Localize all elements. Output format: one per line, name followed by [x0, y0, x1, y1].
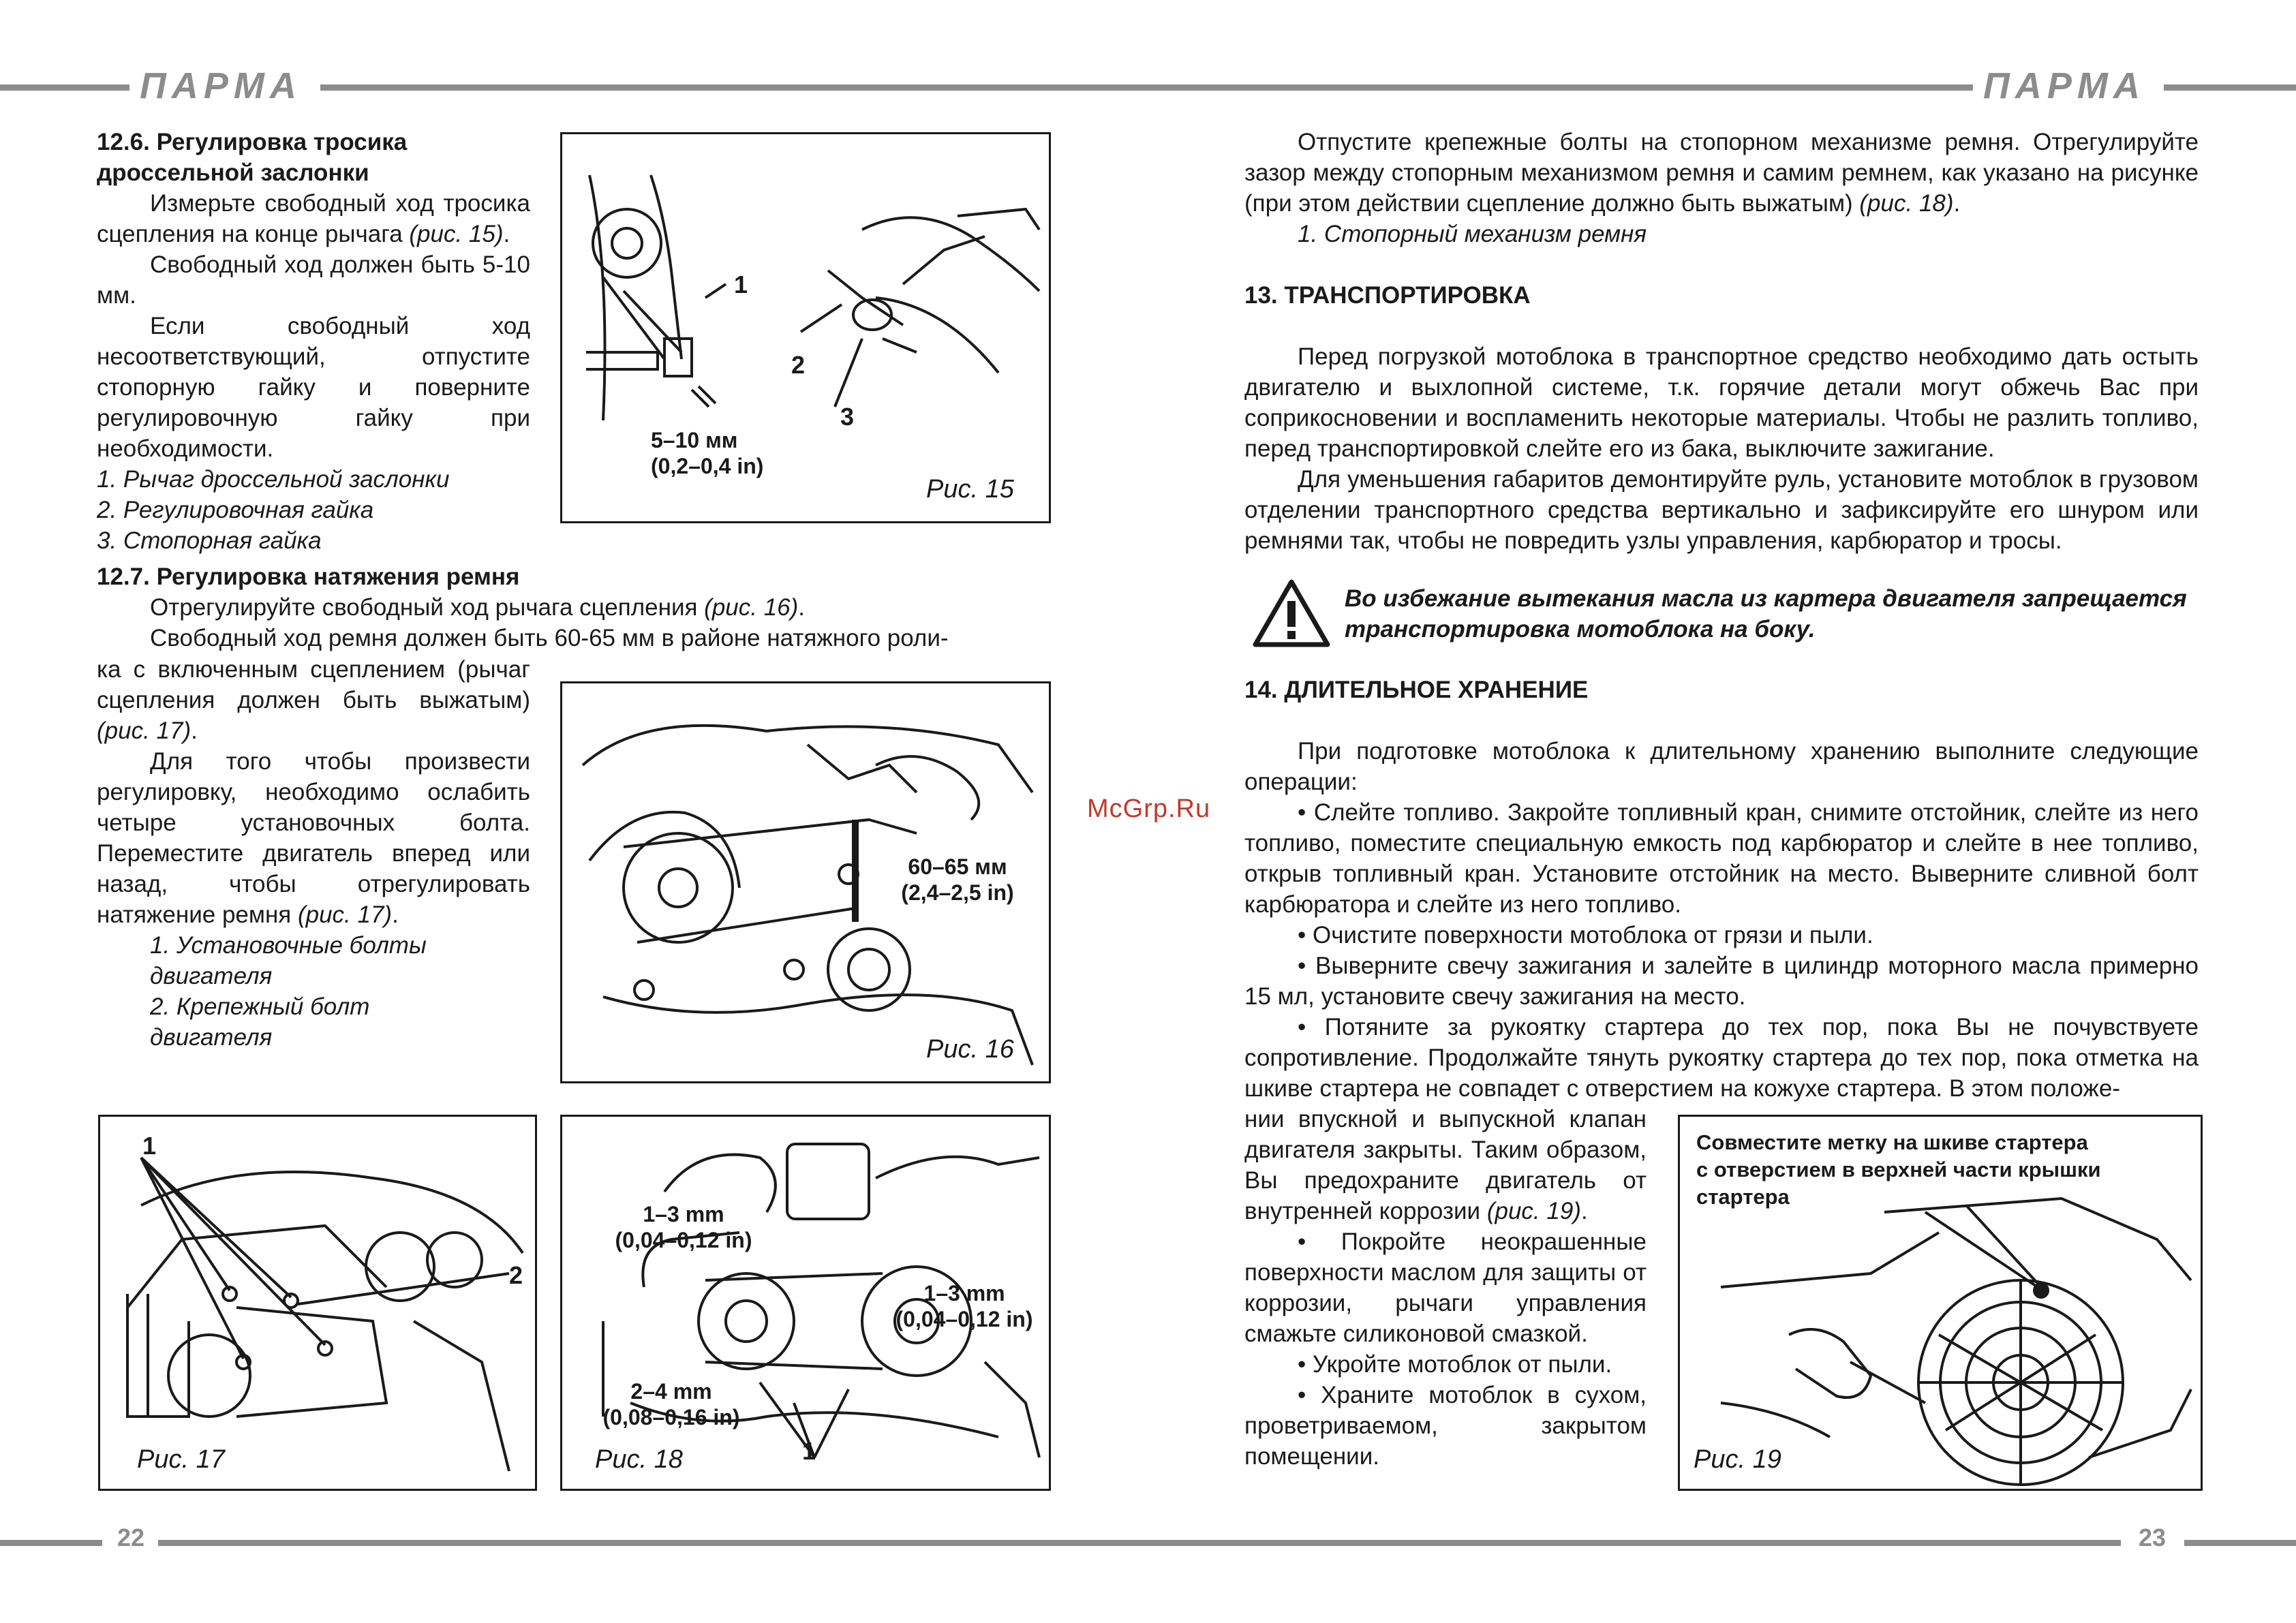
section-title: 12.7. Регулировка натяжения ремня	[97, 563, 520, 590]
list-item: двигателя	[150, 1024, 273, 1051]
brand-logo-left: ПАРМА	[140, 65, 302, 106]
bullet-item: • Покройте неокрашенные поверхности маслом для защиты от коррозии, рычаги управления смажьте силиконовой смазкой.	[1244, 1228, 1647, 1347]
callout-1: 1	[734, 270, 748, 298]
bullet-item: • Очистите поверхности мотоблока от грязи и пыли.	[1298, 922, 1873, 948]
page-number-left: 22	[117, 1524, 145, 1551]
section-14	[1244, 675, 2199, 1104]
paragraph: Если свободный ход несоответствующий, отпустите стопорную гайку и поверните регулировочную гайку при необходимости.	[97, 313, 530, 462]
list-item: 2. Регулировочная гайка	[97, 497, 374, 523]
header-rule-left	[0, 84, 129, 91]
list-item: 1. Рычаг дроссельной заслонки	[97, 466, 450, 493]
footer-rule-center	[158, 1540, 2121, 1546]
section-title: 12.6. Регулировка тросика	[97, 129, 408, 155]
bullet-item: • Храните мотоблок в сухом, проветриваемом, закрытом помещении.	[1244, 1382, 1647, 1470]
bullet-item: • Выверните свечу зажигания и залейте в цилиндр моторного масла примерно 15 мл, установите свечу зажигания на место.	[1244, 953, 2199, 1010]
section-title-line2: дроссельной заслонки	[97, 159, 369, 186]
paragraph: При подготовке мотоблока к длительному хранению выполните следующие операции:	[1244, 738, 2199, 795]
warning-text: Во избежание вытекания масла из картера двигателя запрещается транспортировка мотоблока на боку.	[1345, 585, 2187, 643]
paragraph: нии впускной и выпускной клапан двигателя закрыты. Таким образом, Вы предохраните двигатель от внутренней коррозии (рис. 19).	[1244, 1106, 1647, 1224]
dimension-label: 2–4 mm (0,08–0,16 in)	[602, 1379, 740, 1429]
figure-caption: Рис. 19	[1694, 1445, 1781, 1474]
figure-19-note: Совместите метку на шкиве стартера с отверстием в верхней части крышки стартера	[1696, 1130, 2101, 1209]
callout-2: 2	[791, 351, 806, 379]
section-12-7	[97, 561, 1051, 653]
bullet-item: • Укройте мотоблок от пыли.	[1298, 1351, 1612, 1378]
callout-1: 1	[802, 1437, 816, 1465]
figure-19	[1678, 1115, 2203, 1491]
section-12-7-continued	[97, 654, 530, 1053]
section-12-6	[97, 127, 530, 556]
watermark: McGrp.Ru	[1087, 794, 1211, 823]
callout-1: 1	[142, 1132, 157, 1160]
paragraph: Для уменьшения габаритов демонтируйте руль, установите мотоблок в грузовом отделении транспортного средства вертикально и зафиксируйте его шнуром или ремнями так, чтобы не повредить узлы управления, карбюратор и тросы.	[1244, 466, 2199, 554]
paragraph: Для того чтобы произвести регулировку, необходимо ослабить четыре установочных болта. Переместите двигатель вперед или назад, чтобы отрегулировать натяжение ремня (рис. 17).	[97, 748, 530, 928]
footer-rule-left	[0, 1540, 102, 1546]
figure-16	[560, 681, 1051, 1083]
figure-caption: Рис. 18	[595, 1445, 683, 1474]
paragraph: Свободный ход должен быть 5-10 мм.	[97, 251, 530, 309]
paragraph: Измерьте свободный ход тросика сцепления на конце рычага (рис. 15).	[97, 190, 530, 247]
callout-2: 2	[509, 1261, 523, 1289]
paragraph: ка с включенным сцеплением (рычаг сцепления должен быть выжатым) (рис. 17).	[97, 656, 530, 744]
callout-3: 3	[840, 403, 855, 431]
section-title: 13. ТРАНСПОРТИРОВКА	[1244, 282, 1531, 309]
footer-rule-right	[2184, 1540, 2296, 1546]
warning-icon	[1251, 578, 1332, 649]
figure-17	[98, 1115, 537, 1491]
figure-17-illustration	[100, 1117, 539, 1493]
figure-18	[560, 1115, 1051, 1491]
list-item: 1. Установочные болты	[150, 932, 427, 959]
figure-15-illustration	[562, 134, 1053, 525]
page-number-right: 23	[2139, 1524, 2167, 1551]
list-item: двигателя	[150, 963, 273, 989]
list-item: 2. Крепежный болт	[150, 993, 370, 1020]
header-rule-center	[320, 84, 1973, 91]
right-column-top	[1244, 127, 2199, 556]
section-14-continued	[1244, 1104, 1647, 1472]
list-item: 3. Стопорная гайка	[97, 527, 322, 554]
list-item: 1. Стопорный механизм ремня	[1298, 221, 1647, 247]
brand-logo-right: ПАРМА	[1983, 65, 2145, 106]
figure-19-illustration	[1680, 1117, 2205, 1493]
figure-caption: Рис. 17	[137, 1445, 225, 1474]
figure-15	[560, 132, 1051, 523]
paragraph: Отрегулируйте свободный ход рычага сцепления (рис. 16).	[150, 594, 806, 621]
dimension-label: 1–3 mm (0,04–0,12 in)	[615, 1202, 752, 1252]
bullet-item: • Потяните за рукоятку стартера до тех пор, пока Вы не почувствуете сопротивление. Продолжайте тянуть рукоятку стартера до тех пор, пока отметка на шкиве стартера не совпадет с отверстием на кожухе стартера. В этом положе-	[1244, 1014, 2199, 1102]
dimension-label: 1–3 mm (0,04–0,12 in)	[896, 1281, 1033, 1331]
bullet-item: • Слейте топливо. Закройте топливный кран, снимите отстойник, слейте из него топливо, поместите специальную емкость под карбюратор и слейте в нее топливо, открыв топливный кран. Установите отстойник на место. Выверните сливной болт карбюратора и слейте из него топливо.	[1244, 799, 2199, 918]
dimension-label: 60–65 мм (2,4–2,5 in)	[901, 854, 1014, 905]
figure-caption: Рис. 15	[926, 475, 1014, 504]
paragraph: Свободный ход ремня должен быть 60-65 мм в районе натяжного роли-	[150, 625, 949, 651]
figure-caption: Рис. 16	[926, 1035, 1014, 1064]
dimension-label: 5–10 мм (0,2–0,4 in)	[651, 428, 764, 478]
header-rule-right	[2164, 84, 2296, 91]
section-title: 14. ДЛИТЕЛЬНОЕ ХРАНЕНИЕ	[1244, 677, 1589, 703]
paragraph: Отпустите крепежные болты на стопорном механизме ремня. Отрегулируйте зазор между стопорным механизмом ремня и самим ремнем, как указано на рисунке (при этом действии сцепление должно быть выжатым) (рис. 18).	[1244, 129, 2199, 217]
paragraph: Перед погрузкой мотоблока в транспортное средство необходимо дать остыть двигателю и выхлопной системе, т.к. горячие детали могут обжечь Вас при соприкосновении и воспламенить некоторые материалы. Чтобы не разлить топливо, перед транспортировкой слейте его из бака, выключите зажигание.	[1244, 343, 2199, 462]
warning-block	[1244, 578, 2199, 653]
